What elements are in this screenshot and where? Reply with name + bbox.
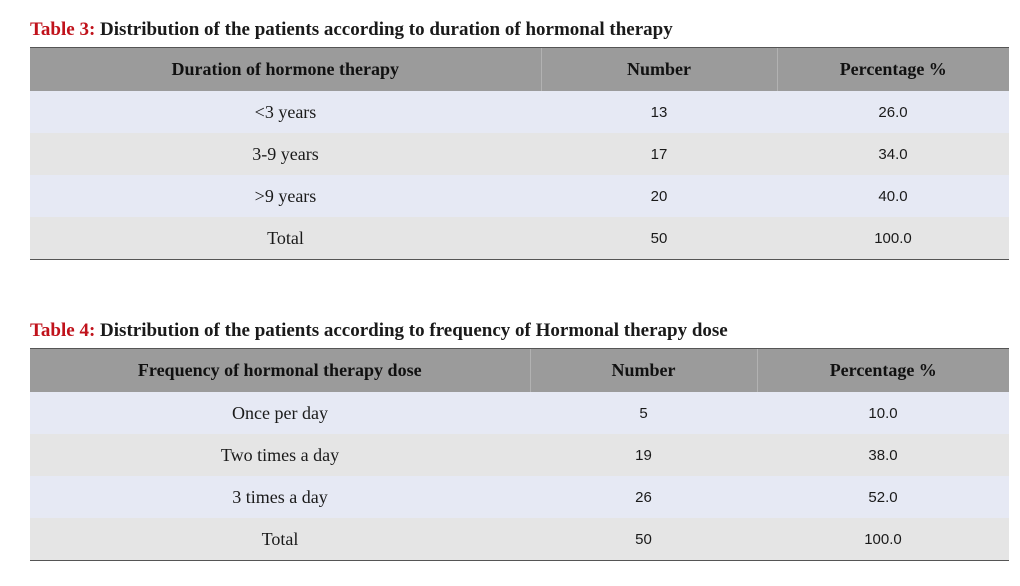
table4-cell-frequency: Once per day <box>30 392 530 434</box>
table3-cell-percentage: 26.0 <box>777 91 1009 133</box>
table3-caption <box>30 19 673 41</box>
table3-cell-percentage: 34.0 <box>777 133 1009 175</box>
table-row-total <box>30 217 1009 260</box>
table4-cell-percentage: 10.0 <box>757 392 1009 434</box>
table4-cell-number: 5 <box>530 392 757 434</box>
table3-header-number: Number <box>541 48 777 92</box>
table4-header-row <box>30 349 1009 393</box>
table3-title: Distribution of the patients according to duration of hormonal therapy <box>100 19 673 40</box>
table4-cell-frequency: Two times a day <box>30 434 530 476</box>
table-row <box>30 91 1009 133</box>
table4-cell-frequency: 3 times a day <box>30 476 530 518</box>
table4-header-frequency: Frequency of hormonal therapy dose <box>30 349 530 393</box>
table3-cell-number: 17 <box>541 133 777 175</box>
table3 <box>30 47 1009 260</box>
table-row <box>30 434 1009 476</box>
table4-cell-number: 26 <box>530 476 757 518</box>
table4-caption <box>30 320 728 342</box>
table4-title: Distribution of the patients according to frequency of Hormonal therapy dose <box>100 320 728 341</box>
table4-label: Table 4 <box>30 320 89 341</box>
table3-cell-percentage: 40.0 <box>777 175 1009 217</box>
table-row <box>30 392 1009 434</box>
table4-colon: : <box>88 320 96 341</box>
table4-header-percentage: Percentage % <box>757 349 1009 393</box>
table3-header-percentage: Percentage % <box>777 48 1009 92</box>
table3-header-row <box>30 48 1009 92</box>
table-row <box>30 133 1009 175</box>
table-row <box>30 175 1009 217</box>
table4-cell-percentage: 38.0 <box>757 434 1009 476</box>
table3-cell-duration: >9 years <box>30 175 541 217</box>
table4-cell-number: 19 <box>530 434 757 476</box>
table4-cell-total-percentage: 100.0 <box>757 518 1009 561</box>
table3-label: Table 3 <box>30 19 89 40</box>
table3-cell-total-label: Total <box>30 217 541 260</box>
table3-cell-number: 13 <box>541 91 777 133</box>
table3-cell-duration: <3 years <box>30 91 541 133</box>
table4-cell-percentage: 52.0 <box>757 476 1009 518</box>
table3-colon: : <box>88 19 96 40</box>
table3-cell-total-number: 50 <box>541 217 777 260</box>
table3-header-duration: Duration of hormone therapy <box>30 48 541 92</box>
table3-cell-number: 20 <box>541 175 777 217</box>
table4-cell-total-number: 50 <box>530 518 757 561</box>
table3-cell-total-percentage: 100.0 <box>777 217 1009 260</box>
table3-cell-duration: 3-9 years <box>30 133 541 175</box>
table4-cell-total-label: Total <box>30 518 530 561</box>
table4 <box>30 348 1009 561</box>
table-row <box>30 476 1009 518</box>
table-row-total <box>30 518 1009 561</box>
table4-header-number: Number <box>530 349 757 393</box>
